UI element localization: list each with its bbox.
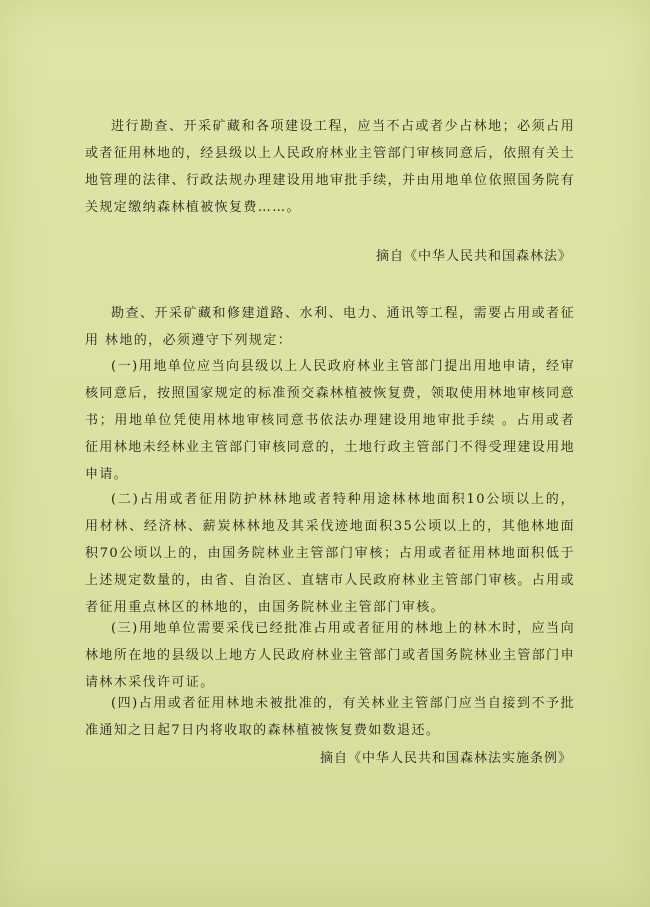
forest-law-source: 摘自《中华人民共和国森林法》 <box>375 249 572 264</box>
regulation-item-3: (三)用地单位需要采伐已经批准占用或者征用的林地上的林木时，应当向林地所在地的县级以上地方人民政府林业主管部门或者国务院林业主管部门申请林木采伐许可证。 <box>85 621 575 690</box>
regulation-item-4: (四)占用或者征用林地未被批准的，有关林业主管部门应当自接到不予批准通知之日起7日内将收取的森林植被恢复费如数退还。 <box>85 696 575 738</box>
regulation-item-1: (一)用地单位应当向县级以上人民政府林业主管部门提出用地申请，经审核同意后，按照国家规定的标准预交森林植被恢复费，领取使用林地审核同意书；用地单位凭使用林地审核同意书依法办理建设用地审批手续 。占用或者征用林地未经林业主管部门审核同意的，土地行政主管部门不得受理建设用地申请。 <box>85 359 575 482</box>
forest-law-quote: 进行勘查、开采矿藏和各项建设工程，应当不占或者少占林地；必须占用或者征用林地的，经县级以上人民政府林业主管部门审核同意后，依照有关土地管理的法律、行政法规办理建设用地审批手续，并由用地单位依照国务院有关规定缴纳森林植被恢复费……。 <box>85 119 575 215</box>
regulation-intro: 勘查、开采矿藏和修建道路、水利、电力、通讯等工程，需要占用或者征用 林地的，必须遵守下列规定： <box>85 306 575 348</box>
regulation-source: 摘自《中华人民共和国森林法实施条例》 <box>319 751 572 766</box>
regulation-item-2: (二)占用或者征用防护林林地或者特种用途林林地面积10公顷以上的，用材林、经济林、薪炭林林地及其采伐迹地面积35公顷以上的，其他林地面积70公顷以上的，由国务院林业主管部门审核；占用或者征用林地面积低于上述规定数量的，由省、自治区、直辖市人民政府林业主管部门审核。占用或者征用重点林区的林地的，由国务院林业主管部门审核。 <box>85 492 575 615</box>
